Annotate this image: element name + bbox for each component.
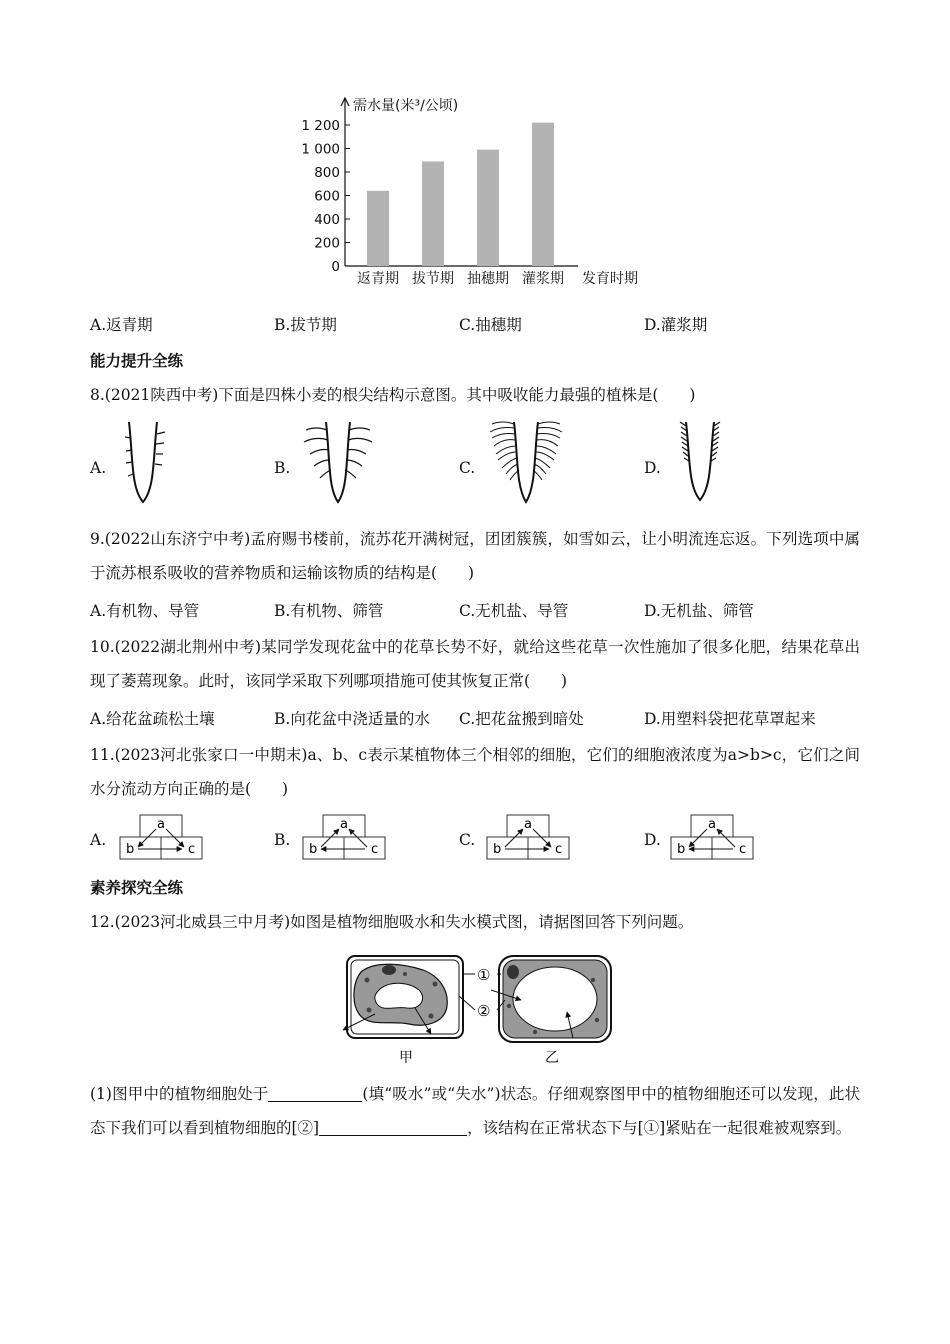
cell-c-letter: c <box>371 842 379 857</box>
x-tick-label: 返青期 <box>357 271 399 287</box>
x-axis-label: 发育时期 <box>582 271 638 287</box>
bar <box>367 191 389 266</box>
y-tick-label: 1 200 <box>301 118 340 134</box>
q10-option-c: C.把花盆搬到暗处 <box>459 710 584 728</box>
q11-label-a: A. <box>90 831 107 849</box>
q11-label-c: C. <box>459 831 476 849</box>
root-tip-a-figure <box>115 418 175 508</box>
q11-label-d: D. <box>644 831 661 849</box>
water-demand-bar-chart <box>290 88 670 293</box>
q9-stem: 9.(2022山东济宁中考)孟府赐书楼前，流苏花开满树冠，团团簇簇，如雪如云，让小明流连忘返。下列选项中属于流苏根系吸收的营养物质和运输该物质的结构是( ) <box>90 530 860 582</box>
root-tip-c-figure <box>486 416 566 506</box>
x-tick-label: 灌浆期 <box>522 271 564 287</box>
q8-stem: 8.(2021陕西中考)下面是四株小麦的根尖结构示意图。其中吸收能力最强的植株是( ) <box>90 386 696 404</box>
q12-part1-text-3: ，该结构在正常状态下与[①]紧贴在一起很难被观察到。 <box>467 1119 852 1137</box>
cell-c-letter: c <box>188 842 196 857</box>
caption-yi: 乙 <box>545 1050 559 1066</box>
y-tick-label: 1 000 <box>301 141 340 158</box>
q9-option-d: D.无机盐、筛管 <box>644 602 754 620</box>
section-heading-ability: 能力提升全练 <box>90 352 184 370</box>
q7-option-a: A.返青期 <box>90 316 153 334</box>
x-tick-label: 抽穗期 <box>467 271 509 287</box>
q7-option-b: B.拔节期 <box>274 316 337 334</box>
cell-a-letter: a <box>524 817 532 832</box>
y-tick-label: 600 <box>314 188 340 205</box>
q9-option-c: C.无机盐、导管 <box>459 602 569 620</box>
cell-c-letter: c <box>739 842 747 857</box>
q11-option-b-cell-diagram <box>301 813 387 861</box>
cell-a-letter: a <box>157 817 165 832</box>
bar <box>477 150 499 266</box>
cell-b-letter: b <box>493 842 502 857</box>
q11-option-c-cell-diagram <box>485 813 571 861</box>
y-tick-label: 400 <box>314 212 340 228</box>
root-tip-b-figure <box>298 418 378 508</box>
q11-stem: 11.(2023河北张家口一中期末)a、b、c表示某植物体三个相邻的细胞，它们的细胞液浓度为a>b>c，它们之间水分流动方向正确的是( ) <box>90 746 860 798</box>
q12-stem: 12.(2023河北威县三中月考)如图是植物细胞吸水和失水模式图，请据图回答下列问题。 <box>90 913 694 931</box>
q12-part1-text-1: (1)图甲中的植物细胞处于 <box>90 1085 269 1103</box>
q10-stem: 10.(2022湖北荆州中考)某同学发现花盆中的花草长势不好，就给这些花草一次性施加了很多化肥，结果花草出现了萎蔫现象。此时，该同学采取下列哪项措施可使其恢复正常( ) <box>90 638 860 690</box>
q8-label-c: C. <box>459 459 476 477</box>
q11-option-a-cell-diagram <box>118 813 204 861</box>
q11-option-d-cell-diagram <box>669 813 755 861</box>
cell-a-letter: a <box>340 817 348 832</box>
caption-jia: 甲 <box>399 1050 413 1066</box>
answer-blank-2[interactable] <box>319 1117 467 1136</box>
answer-blank-1[interactable] <box>268 1083 362 1102</box>
q8-label-a: A. <box>90 459 107 477</box>
bar <box>532 123 554 266</box>
cell-a-letter: a <box>708 817 716 832</box>
y-axis-label: 需水量(米³/公顷) <box>353 98 459 114</box>
x-tick-label: 拔节期 <box>412 271 454 287</box>
root-tip-d-figure <box>672 416 732 506</box>
y-tick-label: 0 <box>331 259 340 275</box>
marker-2: ② <box>477 1002 491 1020</box>
bar <box>422 161 444 266</box>
q9-option-b: B.有机物、筛管 <box>274 602 384 620</box>
cell-b-letter: b <box>309 842 318 857</box>
q10-option-a: A.给花盆疏松土壤 <box>90 710 215 728</box>
section-heading-literacy: 素养探究全练 <box>90 879 184 897</box>
marker-1: ① <box>477 966 491 984</box>
cell-c-letter: c <box>555 842 563 857</box>
q8-label-d: D. <box>644 459 661 477</box>
y-tick-label: 800 <box>314 165 340 181</box>
q10-option-d: D.用塑料袋把花草罩起来 <box>644 710 816 728</box>
cell-b-letter: b <box>677 842 686 857</box>
q12-part1-text-2: (填“吸水”或“失水”)状态。仔细观察图甲中的植物细胞还可以发现，此状态下我们可以看到植物细胞的[②] <box>90 1085 860 1137</box>
y-tick-label: 200 <box>314 235 340 252</box>
plant-cell-water-diagram <box>335 950 625 1070</box>
q12-part1 <box>90 1077 860 1145</box>
q11-label-b: B. <box>274 831 291 849</box>
cell-b-letter: b <box>126 842 135 857</box>
q9-option-a: A.有机物、导管 <box>90 602 200 620</box>
q7-option-d: D.灌浆期 <box>644 316 708 334</box>
q10-option-b: B.向花盆中浇适量的水 <box>274 710 430 728</box>
q8-label-b: B. <box>274 459 291 477</box>
q7-option-c: C.抽穗期 <box>459 316 522 334</box>
